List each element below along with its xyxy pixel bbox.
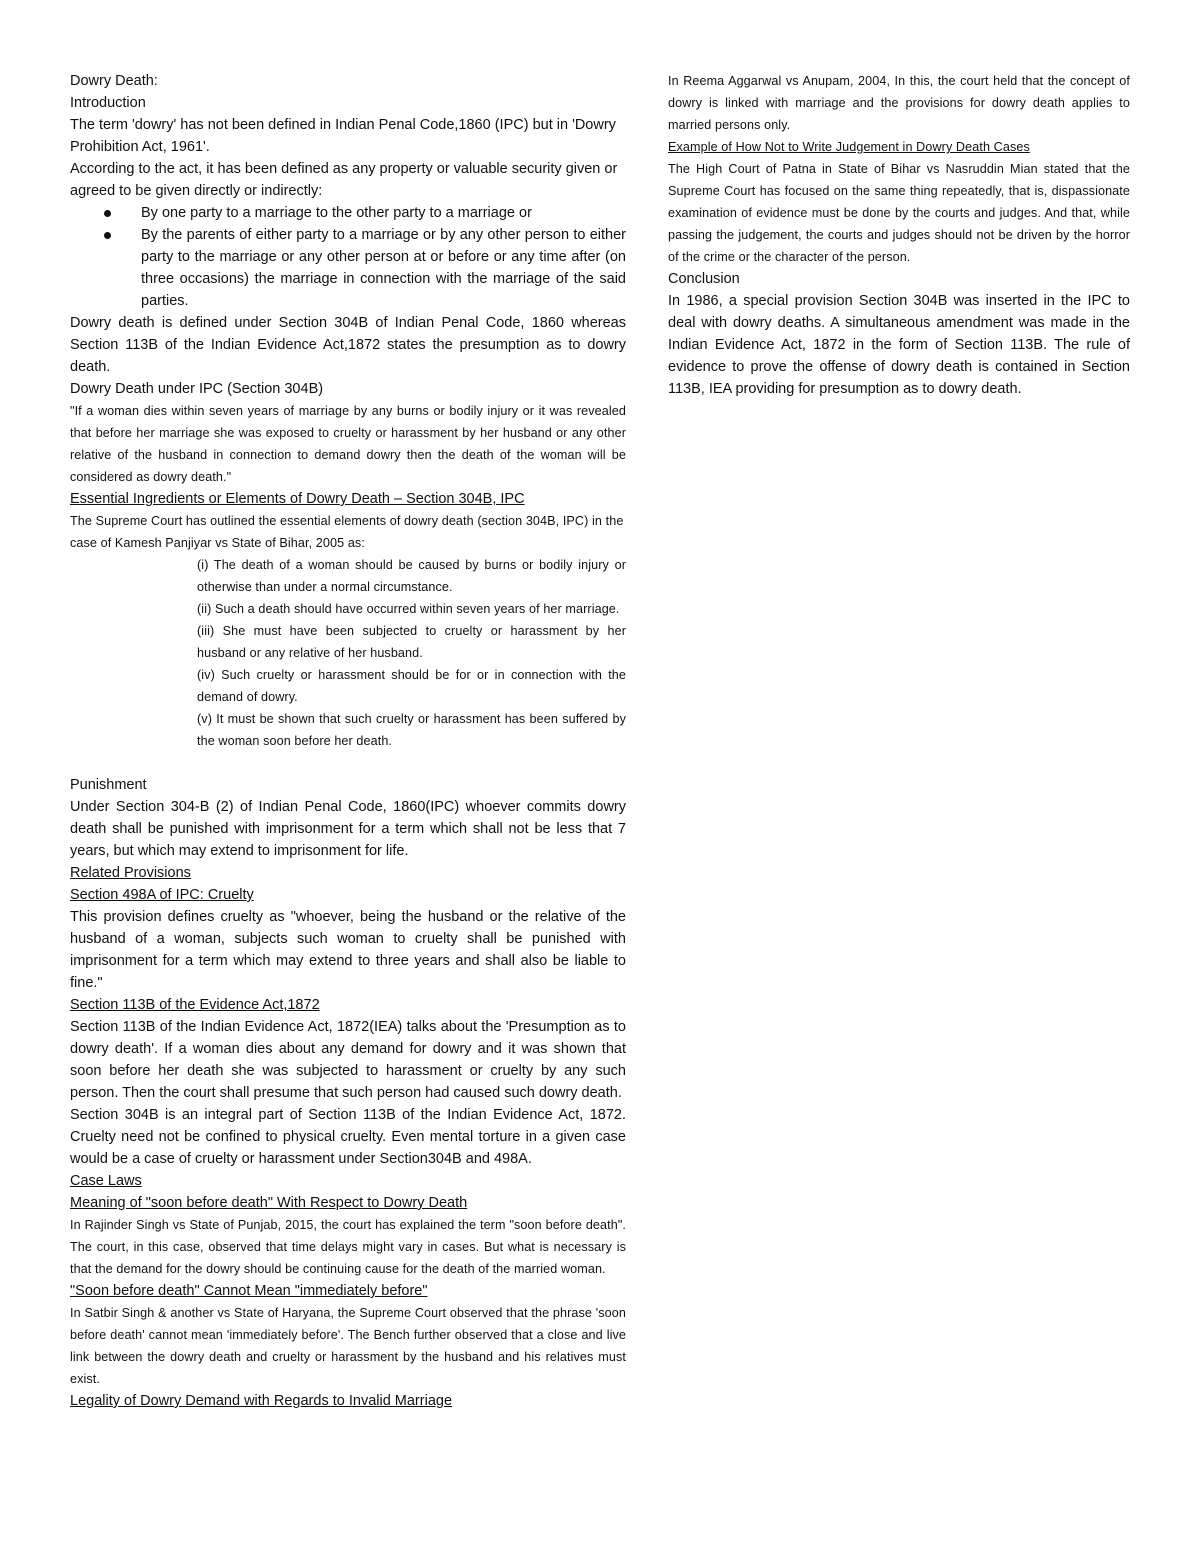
document-title: Dowry Death: bbox=[70, 73, 158, 89]
related-provisions-heading: Related Provisions bbox=[70, 865, 191, 881]
list-item: (ii) Such a death should have occurred within seven years of her marriage. bbox=[197, 602, 620, 616]
essential-elements-intro: The Supreme Court has outlined the essential elements of dowry death (section 304B, IPC) in the case of Kamesh Panjiyar vs State of Bihar, 2005 as: bbox=[70, 514, 624, 550]
satbir-singh-paragraph: In Satbir Singh & another vs State of Haryana, the Supreme Court observed that the phrase 'soon before death' cannot mean 'immediately before'. The Bench further observed that a close and live link between the dowry death and cruelty or harassment by the husband and his relatives must exist. bbox=[70, 1306, 626, 1386]
intro-heading: Introduction bbox=[70, 95, 146, 111]
ipc-section-heading: Dowry Death under IPC (Section 304B) bbox=[70, 381, 324, 397]
case-laws-heading: Case Laws bbox=[70, 1173, 142, 1189]
bullet-icon bbox=[104, 210, 111, 217]
left-column bbox=[70, 70, 626, 1412]
conclusion-heading: Conclusion bbox=[668, 271, 740, 287]
list-item: (iii) She must have been subjected to cruelty or harassment by her husband or any relative of her husband. bbox=[197, 624, 626, 660]
section-113b-paragraph: Section 113B of the Indian Evidence Act, 1872(IEA) talks about the 'Presumption as to dowry death'. If a woman dies about any demand for dowry and it was shown that soon before her death she was subjected to harassment or cruelty by any such person. Then the court shall presume that such person had caused such dowry death. bbox=[70, 1019, 626, 1101]
intro-paragraph: The term 'dowry' has not been defined in Indian Penal Code,1860 (IPC) but in 'Dowry Prohibition Act, 1961'. bbox=[70, 117, 616, 155]
legality-invalid-marriage-heading: Legality of Dowry Demand with Regards to Invalid Marriage bbox=[70, 1393, 453, 1409]
soon-before-death-meaning-heading: Meaning of "soon before death" With Respect to Dowry Death bbox=[70, 1195, 468, 1211]
definition-bullet-list bbox=[70, 202, 626, 312]
section-498a-paragraph: This provision defines cruelty as "whoever, being the husband or the relative of the husband of a woman, subjects such woman to cruelty shall be punished with imprisonment for a term which may extend to three years and shall also be liable to fine." bbox=[70, 909, 626, 991]
bullet-text: By one party to a marriage to the other party to a marriage or bbox=[141, 205, 532, 221]
spacer bbox=[70, 752, 626, 774]
punishment-paragraph: Under Section 304-B (2) of Indian Penal Code, 1860(IPC) whoever commits dowry death shall be punished with imprisonment for a term which shall not be less that 7 years, but which may extend to imprisonment for life. bbox=[70, 799, 626, 859]
section-304b-paragraph: Section 304B is an integral part of Section 113B of the Indian Evidence Act, 1872. Cruelty need not be confined to physical cruelty. Even mental torture in a given case would be a case of cruelty or harassment under Section304B and 498A. bbox=[70, 1107, 626, 1167]
immediately-before-heading: "Soon before death" Cannot Mean "immediately before" bbox=[70, 1283, 428, 1299]
act-definition-paragraph: According to the act, it has been defined as any property or valuable security given or agreed to be given directly or indirectly: bbox=[70, 161, 618, 199]
bullet-icon bbox=[104, 232, 111, 239]
list-item: (v) It must be shown that such cruelty or harassment has been suffered by the woman soon before her death. bbox=[197, 712, 626, 748]
list-item: (iv) Such cruelty or harassment should be for or in connection with the demand of dowry. bbox=[197, 668, 626, 704]
bullet-text: By the parents of either party to a marriage or by any other person to either party to the marriage or any other person at or before or any time after (on three occasions) the marriage in connection with the marriage of the said parties. bbox=[141, 227, 626, 309]
right-column bbox=[668, 70, 1130, 400]
list-item bbox=[141, 202, 626, 224]
list-item: (i) The death of a woman should be caused by burns or bodily injury or otherwise than under a normal circumstance. bbox=[197, 558, 626, 594]
reema-aggarwal-paragraph: In Reema Aggarwal vs Anupam, 2004, In this, the court held that the concept of dowry is linked with marriage and the provisions for dowry death applies to married persons only. bbox=[668, 74, 1130, 132]
essential-elements-list bbox=[197, 554, 626, 752]
ipc-quote-paragraph: "If a woman dies within seven years of marriage by any burns or bodily injury or it was revealed that before her marriage she was exposed to cruelty or harassment by her husband or any other relative of the husband in connection to demand dowry then the death of the woman will be considered as dowry death." bbox=[70, 404, 626, 484]
nasruddin-mian-paragraph: The High Court of Patna in State of Bihar vs Nasruddin Mian stated that the Supreme Court has focused on the same thing repeatedly, that is, dispassionate examination of evidence must be done by the courts and judges. And that, while passing the judgement, the courts and judges should not be driven by the horror of the crime or the character of the person. bbox=[668, 162, 1130, 264]
rajinder-singh-paragraph: In Rajinder Singh vs State of Punjab, 2015, the court has explained the term "soon before death". The court, in this case, observed that time delays might vary in cases. But what is necessary is that the demand for the dowry should be continuing cause for the death of the married woman. bbox=[70, 1218, 626, 1276]
section-498a-heading: Section 498A of IPC: Cruelty bbox=[70, 887, 254, 903]
how-not-to-write-judgement-heading: Example of How Not to Write Judgement in Dowry Death Cases bbox=[668, 140, 1030, 154]
list-item bbox=[141, 224, 626, 312]
dowry-death-defined-paragraph: Dowry death is defined under Section 304B of Indian Penal Code, 1860 whereas Section 113B of the Indian Evidence Act,1872 states the presumption as to dowry death. bbox=[70, 315, 626, 375]
conclusion-paragraph: In 1986, a special provision Section 304B was inserted in the IPC to deal with dowry deaths. A simultaneous amendment was made in the Indian Evidence Act, 1872 in the form of Section 113B. The rule of evidence to prove the offense of dowry death is contained in Section 113B, IEA providing for presumption as to dowry death. bbox=[668, 293, 1130, 397]
punishment-heading: Punishment bbox=[70, 777, 147, 793]
section-113b-heading: Section 113B of the Evidence Act,1872 bbox=[70, 997, 320, 1013]
essential-elements-heading: Essential Ingredients or Elements of Dowry Death – Section 304B, IPC bbox=[70, 491, 525, 507]
